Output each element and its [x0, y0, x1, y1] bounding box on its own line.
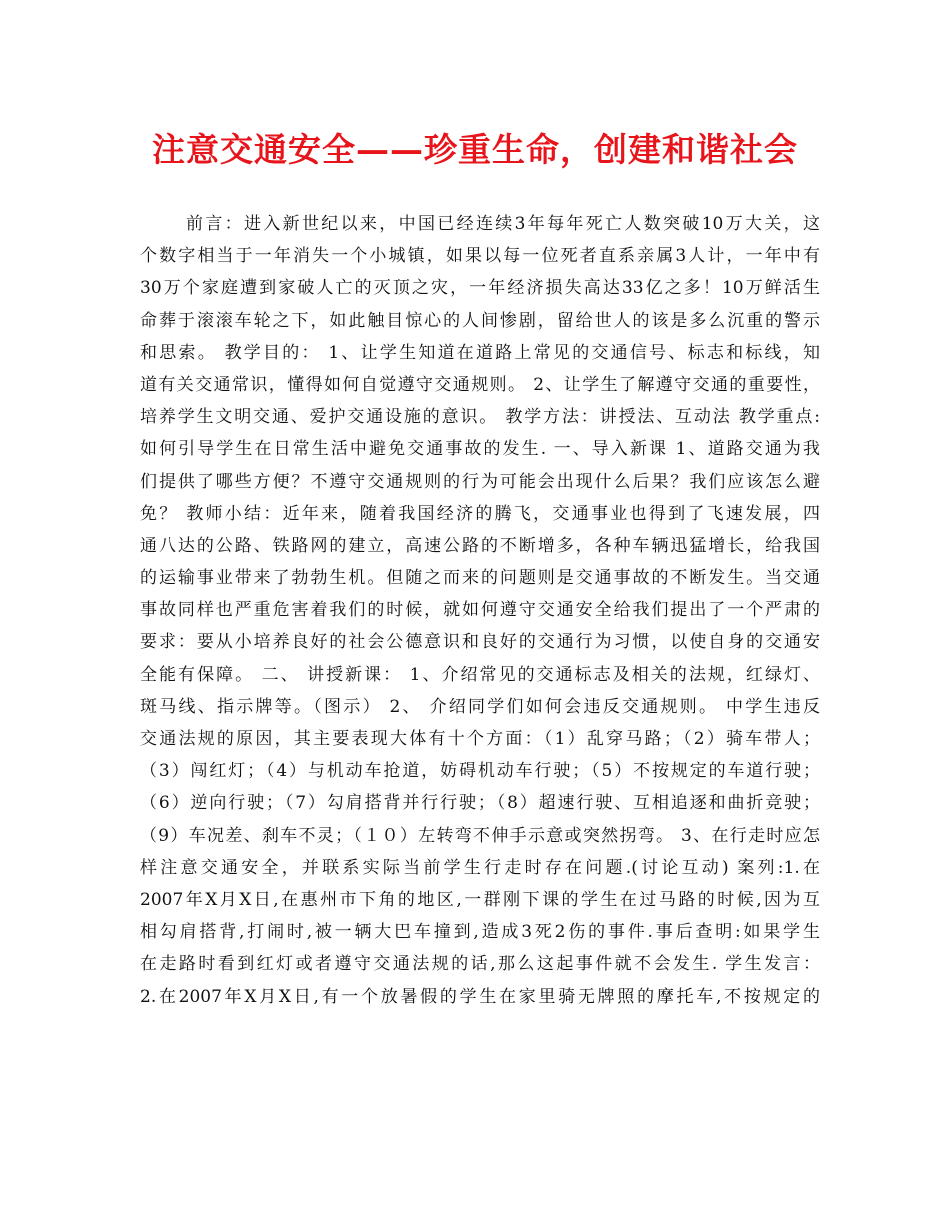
body-line: 30万个家庭遭到家破人亡的灭顶之灾，一年经济损失高达33亿之多！10万鲜活生 — [140, 278, 820, 299]
body-line: 通八达的公路、铁路网的建立，高速公路的不断增多，各种车辆迅猛增长，给我国 — [140, 535, 820, 556]
body-line: 培养学生文明交通、爱护交通设施的意识。 教学方法：讲授法、互动法 教学重点: — [140, 407, 820, 428]
body-line: 要求：要从小培养良好的社会公德意识和良好的交通行为习惯，以使自身的交通安 — [140, 632, 820, 653]
body-line: 相勾肩搭背,打闹时,被一辆大巴车撞到,造成3死2伤的事件.事后查明:如果学生 — [140, 922, 820, 943]
body-line: 在走路时看到红灯或者遵守交通法规的话,那么这起事件就不会发生. 学生发言： — [140, 954, 820, 975]
body-line: 的运输事业带来了勃勃生机。但随之而来的问题则是交通事故的不断发生。当交通 — [140, 568, 820, 589]
body-line: 事故同样也严重危害着我们的时候，就如何遵守交通安全给我们提出了一个严肃的 — [140, 600, 820, 621]
body-line: 前言：进入新世纪以来，中国已经连续3年每年死亡人数突破10万大关，这 — [186, 214, 820, 234]
body-line: 和思索。 教学目的： 1、让学生知道在道路上常见的交通信号、标志和标线，知 — [140, 342, 820, 363]
body-line: 交通法规的原因，其主要表现大体有十个方面：（1）乱穿马路；（2）骑车带人； — [140, 729, 820, 749]
body-line: 样注意交通安全，并联系实际当前学生行走时存在问题.(讨论互动) 案列:1.在 — [140, 857, 820, 878]
body-line: 2007年X月X日,在惠州市下角的地区,一群刚下课的学生在过马路的时候,因为互 — [140, 889, 820, 910]
body-line: 们提供了哪些方便？不遵守交通规则的行为可能会出现什么后果？我们应该怎么避 — [140, 471, 820, 492]
document-title: 注意交通安全——珍重生命，创建和谐社会 — [152, 130, 798, 169]
body-line: 全能有保障。 二、 讲授新课： 1、介绍常见的交通标志及相关的法规，红绿灯、 — [140, 664, 820, 685]
body-line: 2.在2007年X月X日,有一个放暑假的学生在家里骑无牌照的摩托车,不按规定的 — [140, 986, 820, 1007]
body-line: 道有关交通常识，懂得如何自觉遵守交通规则。 2、让学生了解遵守交通的重要性， — [140, 374, 820, 395]
body-line: 免？ 教师小结：近年来，随着我国经济的腾飞，交通事业也得到了飞速发展，四 — [140, 503, 820, 524]
body-line: （3）闯红灯；（4）与机动车抢道，妨碍机动车行驶；（5）不按规定的车道行驶； — [140, 761, 820, 782]
body-line: 命葬于滚滚车轮之下，如此触目惊心的人间惨剧，留给世人的该是多么沉重的警示 — [140, 310, 820, 331]
document-body — [140, 208, 820, 1013]
body-line: （6）逆向行驶；（7）勾肩搭背并行行驶；（8）超速行驶、互相追逐和曲折竞驶； — [140, 793, 820, 814]
body-line: 个数字相当于一年消失一个小城镇，如果以每一位死者直系亲属3人计，一年中有 — [140, 246, 820, 267]
body-line: 斑马线、指示牌等。（图示） 2、 介绍同学们如何会违反交通规则。 中学生违反 — [140, 696, 820, 717]
body-line: （9）车况差、刹车不灵；（１０）左转弯不伸手示意或突然拐弯。 3、在行走时应怎 — [140, 825, 820, 846]
body-line: 如何引导学生在日常生活中避免交通事故的发生. 一、导入新课 1、道路交通为我 — [140, 439, 820, 460]
